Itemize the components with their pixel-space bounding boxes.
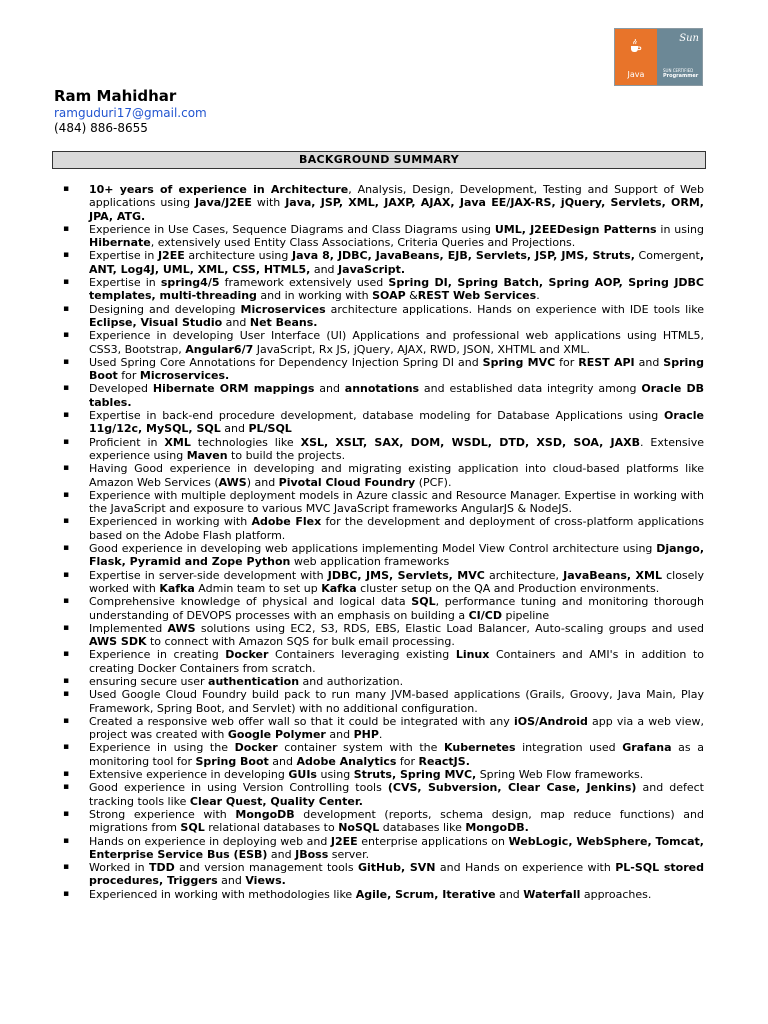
summary-item <box>60 183 704 223</box>
summary-item-text: , performance tuning and monitoring thorough understanding of DEVOPS processes with an emphasis on building a <box>89 595 704 622</box>
summary-item <box>60 688 704 715</box>
summary-item-text: Net Beans. <box>249 315 318 329</box>
summary-item-text: architecture using <box>184 249 293 263</box>
summary-item <box>60 223 704 250</box>
summary-item-text: development (reports, schema design, map reduce functions) and migrations from <box>89 807 704 835</box>
summary-item-text: Extensive experience in developing <box>89 768 289 782</box>
summary-item-text: Experience in developing User Interface (UI) Applications and professional web applications using HTML5, CSS3, Bootstrap, <box>89 329 704 356</box>
summary-item-text: REST API <box>578 355 635 369</box>
summary-item-text: Hibernate <box>89 236 151 250</box>
summary-item-text: and authorization. <box>299 674 404 688</box>
summary-item-text: Java 8, JDBC, JavaBeans, EJB, Servlets, JSP, JMS, Struts, <box>292 249 635 263</box>
summary-item-text: JavaScript. <box>338 262 406 276</box>
summary-item-text: Used Google Cloud Foundry build pack to run many JVM-based applications (Grails, Groovy, Java Main, Play Framework, Spring Boot, and Servlet) with no additional configuration. <box>89 688 704 715</box>
summary-item <box>60 303 704 330</box>
summary-item-text: Microservices <box>240 302 326 316</box>
summary-item-text: Docker <box>234 741 278 755</box>
summary-item-text: JavaScript, Rx JS, jQuery, AJAX, RWD, JSON, XHTML and XML. <box>253 342 590 356</box>
summary-item-text: and <box>634 355 664 369</box>
summary-item-text: Proficient in <box>89 435 165 449</box>
summary-item-text: for <box>117 369 140 383</box>
summary-item-text: J2EE <box>157 249 185 263</box>
summary-item-text: PL-SQL stored procedures, Triggers <box>89 861 704 888</box>
summary-item <box>60 542 704 569</box>
summary-item-text: Linux <box>455 648 490 662</box>
summary-item-text: . <box>378 728 383 742</box>
summary-item-text: Clear Quest, Quality Center. <box>189 794 363 808</box>
summary-item-text: Hands on experience in deploying web and <box>89 834 331 848</box>
summary-item-text: SQL <box>411 595 436 609</box>
summary-item-text: Java, JSP, XML, JAXP, AJAX, Java EE/JAX-RS, jQuery, Servlets, ORM, JPA, ATG. <box>89 196 704 223</box>
summary-item-text: container system with the <box>277 741 445 755</box>
summary-item-text: Containers and AMI's in addition to creating Docker Containers from scratch. <box>89 648 704 675</box>
summary-item-text: framework extensively used <box>219 276 389 290</box>
summary-item-text: Comergent <box>634 249 700 263</box>
summary-item-text: GUIs <box>288 768 317 782</box>
summary-item-text: CI/CD <box>468 608 502 622</box>
summary-item-text: Spring Web Flow frameworks. <box>476 768 644 782</box>
summary-item-text: SOAP <box>372 289 406 303</box>
summary-item-text: JavaBeans, XML <box>563 568 662 582</box>
sun-logo <box>657 29 702 85</box>
summary-item-text: spring4/5 <box>160 276 220 290</box>
summary-item-text: , Analysis, Design, Development, Testing and Support of Web applications using <box>89 183 704 210</box>
summary-list <box>60 183 704 901</box>
summary-item-text: technologies like <box>190 435 301 449</box>
summary-item-text: Expertise in <box>89 276 161 290</box>
java-logo-text: Java <box>627 70 645 79</box>
summary-item-text: JDBC, JMS, Servlets, MVC <box>327 568 485 582</box>
summary-item-text: MongoDB. <box>465 821 529 835</box>
summary-item-text: Maven <box>186 448 228 462</box>
summary-item-text: server. <box>328 847 370 861</box>
summary-item-text: Java/J2EE <box>195 196 252 210</box>
summary-item-text: ) and <box>246 475 279 489</box>
summary-item-text: Struts, Spring MVC, <box>353 768 477 782</box>
summary-item-text: (CVS, Subversion, Clear Case, Jenkins) <box>387 781 637 795</box>
summary-item-text: Containers leveraging existing <box>268 648 456 662</box>
summary-item <box>60 781 704 808</box>
summary-item-text: enterprise applications on <box>357 834 509 848</box>
summary-item-text: Comprehensive knowledge of physical and logical data <box>89 595 412 609</box>
summary-item-text: Expertise in <box>89 249 158 263</box>
cert-top: SUN CERTIFIED <box>663 68 694 73</box>
summary-item-text: Created a responsive web offer wall so that it could be integrated with any <box>89 714 514 728</box>
cert-label <box>663 68 698 79</box>
summary-item-text: Waterfall <box>523 887 581 901</box>
summary-item-text: Expertise in back-end procedure development, database modeling for Database Applications using <box>89 409 665 423</box>
summary-item-text: architecture applications. Hands on experience with IDE tools like <box>325 302 705 316</box>
summary-item-text: web application frameworks <box>290 555 450 569</box>
summary-item <box>60 436 704 463</box>
summary-item-text: AWS SDK <box>89 635 147 649</box>
summary-item-text: Expertise in server-side development with <box>89 568 328 582</box>
cert-bottom: Programmer <box>663 73 699 79</box>
section-header-background-summary: BACKGROUND SUMMARY <box>52 151 706 169</box>
summary-item-text: pipeline <box>501 608 550 622</box>
summary-item <box>60 648 704 675</box>
summary-item-text: cluster setup on the QA and Production environments. <box>356 581 660 595</box>
summary-item-text: ReactJS. <box>418 754 470 768</box>
java-cup-icon <box>628 39 642 53</box>
summary-item-text: solutions using EC2, S3, RDS, EBS, Elastic Load Balancer, Auto-scaling groups and used <box>195 621 704 635</box>
summary-item-text: Strong experience with <box>89 807 236 821</box>
summary-item-text: Kafka <box>159 581 195 595</box>
summary-item <box>60 382 704 409</box>
summary-item-text: XSL, XSLT, SAX, DOM, WSDL, DTD, XSD, SOA, JAXB <box>300 435 640 449</box>
summary-item <box>60 675 704 688</box>
summary-item <box>60 595 704 622</box>
summary-item <box>60 861 704 888</box>
summary-item-text: Experience in using the <box>89 741 235 755</box>
summary-item-text: using <box>316 768 354 782</box>
summary-item-text: Having Good experience in developing and migrating existing application into cloud-based platforms like Amazon Web Services ( <box>89 462 704 489</box>
summary-item-text: Views. <box>245 874 286 888</box>
summary-item-text: NoSQL <box>338 821 380 835</box>
summary-item-text: Django, Flask, Pyramid and Zope Python <box>89 542 704 569</box>
summary-item-text: Eclipse, Visual Studio <box>89 315 223 329</box>
summary-item-text: and <box>495 887 524 901</box>
summary-item-text: and <box>220 422 249 436</box>
summary-item-text: SQL <box>180 821 205 835</box>
phone-number: (484) 886-8655 <box>54 121 148 135</box>
sun-logo-text: Sun <box>679 33 699 44</box>
summary-item-text: iOS/Android <box>513 714 588 728</box>
summary-item-text: Angular6/7 <box>185 342 254 356</box>
summary-item-text: Experienced in working with <box>89 515 252 529</box>
summary-item <box>60 715 704 742</box>
summary-item-text: for <box>396 754 419 768</box>
summary-item-text: (PCF). <box>415 475 452 489</box>
summary-item-text: for the development and deployment of cross-platform applications based on the Adobe Flash platform. <box>89 515 705 542</box>
summary-item-text: and <box>268 754 297 768</box>
summary-item-text: Agile, Scrum, Iterative <box>355 887 496 901</box>
summary-item-text: J2EE <box>330 834 358 848</box>
summary-item <box>60 276 704 303</box>
summary-item-text: with <box>251 196 286 210</box>
summary-item-text: Spring MVC <box>482 355 556 369</box>
summary-item-text: ensuring secure user <box>89 674 209 688</box>
summary-item-text: , ANT, Log4J, UML, XML, CSS, HTML5, <box>89 249 704 276</box>
summary-item-text: Developed <box>89 382 153 396</box>
summary-item-text: Kafka <box>321 581 357 595</box>
summary-item-text: MongoDB <box>235 807 295 821</box>
summary-item-text: 10+ years of experience in Architecture <box>89 183 349 196</box>
summary-item-text: AWS <box>167 621 196 635</box>
summary-item-text: Experience in creating <box>89 648 226 662</box>
summary-item-text: Kubernetes <box>444 741 516 755</box>
summary-item-text: Worked in <box>89 861 150 875</box>
summary-item-text: TDD <box>149 861 175 875</box>
summary-item-text: Hibernate ORM mappings <box>152 382 315 396</box>
summary-item-text: GitHub, SVN <box>357 861 436 875</box>
summary-item-text: and defect tracking tools like <box>89 781 704 808</box>
summary-item <box>60 329 704 356</box>
summary-item <box>60 249 704 276</box>
summary-item-text: in using <box>656 222 705 236</box>
summary-item-text: authentication <box>208 674 300 688</box>
summary-item <box>60 489 704 516</box>
summary-item-text: Google Polymer <box>227 728 326 742</box>
java-logo <box>615 29 657 85</box>
summary-item-text: Used Spring Core Annotations for Dependency Injection Spring DI and <box>89 355 483 369</box>
summary-item-text: Experience in Use Cases, Sequence Diagrams and Class Diagrams using <box>89 222 495 236</box>
summary-item-text: as a monitoring tool for <box>89 741 704 768</box>
summary-item-text: annotations <box>344 382 420 396</box>
summary-item-text: and <box>217 874 246 888</box>
email-link[interactable]: ramguduri17@gmail.com <box>54 106 207 120</box>
summary-item <box>60 569 704 596</box>
summary-item-text: Adobe Analytics <box>296 754 397 768</box>
summary-item-text: WebLogic, WebSphere, Tomcat, Enterprise Service Bus (ESB) <box>89 834 704 861</box>
summary-item-text: and established data integrity among <box>419 382 642 396</box>
summary-item-text: Good experience in developing web applications implementing Model View Control architecture using <box>89 542 657 556</box>
summary-item-text: and version management tools <box>174 861 358 875</box>
summary-item-text: and <box>267 847 296 861</box>
summary-item <box>60 622 704 649</box>
summary-item-text: Pivotal Cloud Foundry <box>278 475 416 489</box>
summary-item-text: Spring Boot <box>89 355 704 383</box>
summary-item-text: Adobe Flex <box>251 515 322 529</box>
summary-item-text: REST Web Services <box>417 289 537 303</box>
summary-item-text: & <box>405 289 418 303</box>
summary-item-text: and <box>325 728 354 742</box>
java-certification-logo <box>614 28 703 86</box>
summary-item-text: JBoss <box>295 847 329 861</box>
summary-item-text: Implemented <box>89 621 168 635</box>
summary-item-text: and <box>314 382 345 396</box>
summary-item-text: integration used <box>515 741 623 755</box>
summary-item-text: approaches. <box>580 887 652 901</box>
summary-item-text: Oracle DB tables. <box>89 382 705 409</box>
summary-item-text: closely worked with <box>89 568 704 595</box>
summary-item-text: Experience with multiple deployment models in Azure classic and Resource Manager. Expertise in working with the JavaScript and exposure to various MVC JavaScript frameworks AngularJS & NodeJS. <box>89 488 704 516</box>
summary-item-text: to connect with Amazon SQS for bulk email processing. <box>146 635 455 649</box>
summary-item-text: PHP <box>353 728 379 742</box>
summary-item-text: and in working with <box>256 289 373 303</box>
summary-item-text: Docker <box>225 648 269 662</box>
summary-item <box>60 768 704 781</box>
summary-item-text: and Hands on experience with <box>435 861 616 875</box>
summary-item-text: Admin team to set up <box>194 581 322 595</box>
summary-item-text: Experienced in working with methodologies like <box>89 887 356 901</box>
summary-item-text: Spring DI, Spring Batch, Spring AOP, Spring JDBC templates, multi-threading <box>89 276 705 303</box>
summary-item-text: for <box>555 355 579 369</box>
summary-item-text: , extensively used Entity Class Associations, Criteria Queries and Projections. <box>150 236 576 250</box>
summary-item-text: Designing and developing <box>89 302 241 316</box>
summary-item-text: Grafana <box>622 741 672 755</box>
summary-item-text: architecture, <box>484 568 564 582</box>
candidate-name: Ram Mahidhar <box>54 87 177 105</box>
summary-item-text: Oracle 11g/12c, MySQL, SQL <box>89 409 704 436</box>
summary-item-text: Good experience in using Version Controlling tools <box>89 781 388 795</box>
summary-item-text: databases like <box>379 821 466 835</box>
summary-item <box>60 409 704 436</box>
summary-item-text: PL/SQL <box>248 422 292 436</box>
summary-item-text: Spring Boot <box>195 754 269 768</box>
summary-item <box>60 515 704 542</box>
summary-item <box>60 741 704 768</box>
summary-item <box>60 462 704 489</box>
summary-item-text: to build the projects. <box>227 448 346 462</box>
summary-item-text: UML, J2EEDesign Patterns <box>494 222 657 236</box>
summary-item-text: XML <box>164 435 191 449</box>
summary-item <box>60 835 704 862</box>
summary-item <box>60 888 704 901</box>
summary-item-text: and <box>222 315 250 329</box>
summary-item-text: . <box>536 289 540 303</box>
summary-item-text: relational databases to <box>204 821 339 835</box>
summary-item-text: app via a web view, project was created with <box>89 714 704 742</box>
summary-item <box>60 356 704 383</box>
summary-item-text: . Extensive experience using <box>89 435 704 462</box>
summary-item-text: Microservices. <box>139 369 230 383</box>
summary-item-text: and <box>310 262 339 276</box>
summary-item <box>60 808 704 835</box>
summary-item-text: AWS <box>218 475 247 489</box>
